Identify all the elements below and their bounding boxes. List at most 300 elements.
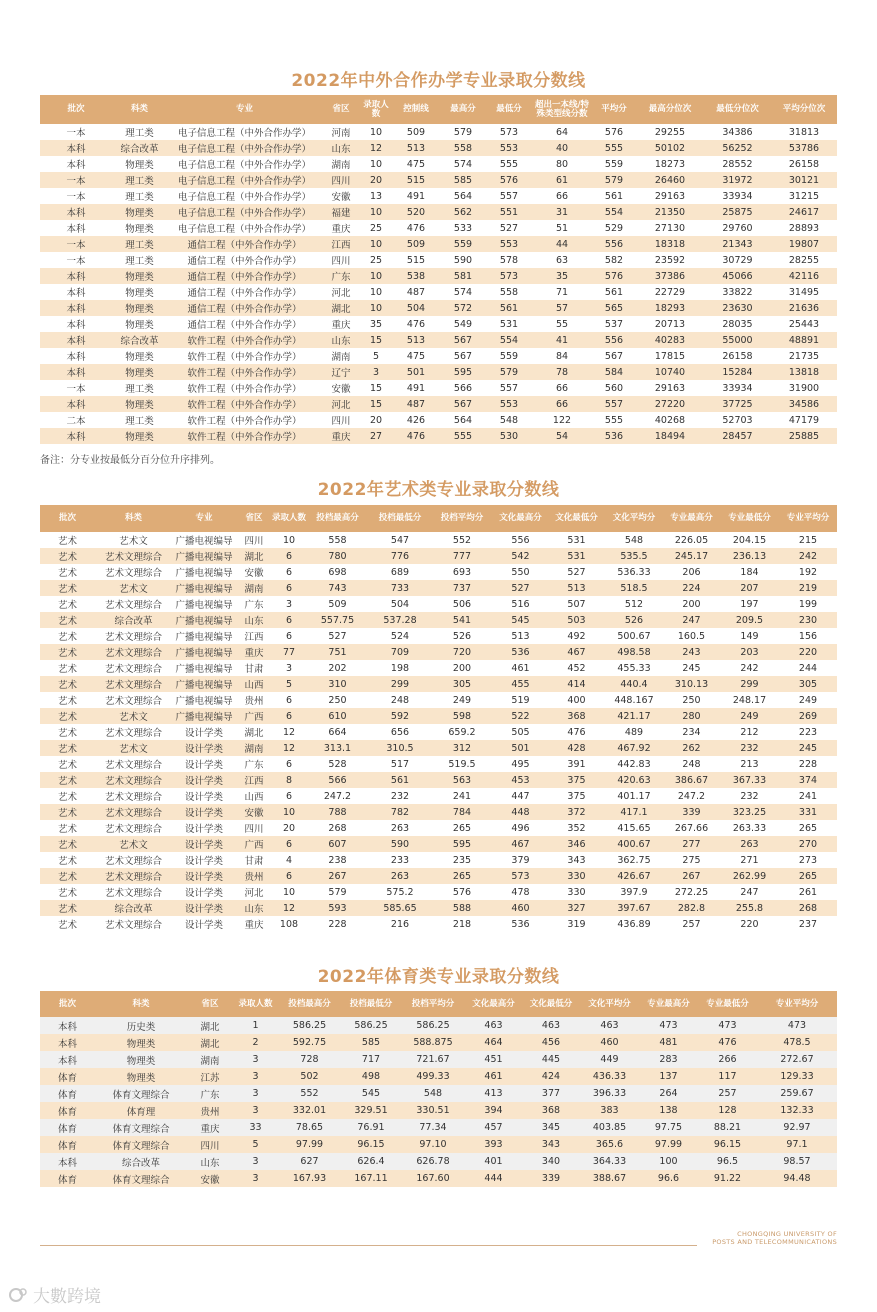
- table-cell: 广东: [236, 756, 272, 772]
- table-cell: 720: [431, 644, 493, 660]
- table-cell: 448.167: [605, 692, 663, 708]
- table-cell: 一本: [40, 380, 112, 396]
- table-cell: 物理类: [112, 316, 167, 332]
- table-cell: 664: [306, 724, 369, 740]
- table-cell: 江西: [236, 772, 272, 788]
- table-row: [40, 900, 837, 916]
- table-cell: 268: [779, 900, 837, 916]
- table-cell: 330: [548, 884, 605, 900]
- table-cell: 242: [720, 660, 779, 676]
- table-cell: 167.60: [401, 1170, 465, 1187]
- table-cell: 248: [663, 756, 720, 772]
- table-cell: 563: [431, 772, 493, 788]
- table-cell: 368: [548, 708, 605, 724]
- table-cell: 275: [663, 852, 720, 868]
- table-cell: 33934: [704, 188, 771, 204]
- table-row: [40, 868, 837, 884]
- table-row: [40, 428, 837, 444]
- table-cell: 579: [486, 364, 532, 380]
- table-cell: 247: [720, 884, 779, 900]
- table-cell: 54: [532, 428, 592, 444]
- table-cell: 5: [360, 348, 392, 364]
- column-header: 投档平均分: [401, 991, 465, 1017]
- table-cell: 物理类: [112, 268, 167, 284]
- table-cell: 10: [360, 268, 392, 284]
- table-cell: 广东: [236, 596, 272, 612]
- table-cell: 艺术: [40, 564, 95, 580]
- table-cell: 22729: [636, 284, 704, 300]
- table-cell: 10: [360, 284, 392, 300]
- table-cell: 63: [532, 252, 592, 268]
- table-cell: 567: [440, 396, 486, 412]
- table-cell: 476: [698, 1034, 757, 1051]
- table-cell: 436.89: [605, 916, 663, 932]
- table-cell: 346: [548, 836, 605, 852]
- table-cell: 3: [233, 1051, 278, 1068]
- table-cell: 567: [440, 332, 486, 348]
- table-cell: 物理类: [112, 220, 167, 236]
- table-row: [40, 1068, 837, 1085]
- table-cell: 428: [548, 740, 605, 756]
- table-cell: 592: [369, 708, 431, 724]
- table-cell: 241: [431, 788, 493, 804]
- table-cell: 374: [779, 772, 837, 788]
- table-cell: 272.25: [663, 884, 720, 900]
- table-cell: 202: [306, 660, 369, 676]
- table-cell: 12: [360, 140, 392, 156]
- table-cell: 97.99: [639, 1136, 698, 1153]
- column-header: 投档平均分: [431, 505, 493, 532]
- table-cell: 广播电视编导: [172, 532, 236, 548]
- section1-title: 2022年中外合作办学专业录取分数线: [291, 71, 586, 91]
- table-cell: 25875: [704, 204, 771, 220]
- column-header: 投档最低分: [369, 505, 431, 532]
- table-cell: 585.65: [369, 900, 431, 916]
- column-header: 文化最低分: [548, 505, 605, 532]
- table-cell: 40: [532, 140, 592, 156]
- table-cell: 586.25: [278, 1017, 341, 1034]
- table-cell: 河北: [322, 284, 360, 300]
- table-cell: 贵州: [236, 692, 272, 708]
- table-cell: 艺术文理综合: [95, 644, 172, 660]
- table-cell: 527: [486, 220, 532, 236]
- table-cell: 579: [306, 884, 369, 900]
- table-cell: 3: [233, 1153, 278, 1170]
- table-cell: 457: [465, 1119, 522, 1136]
- table-cell: 241: [779, 788, 837, 804]
- table-cell: 艺术文理综合: [95, 564, 172, 580]
- table-cell: 717: [341, 1051, 401, 1068]
- table-cell: 一本: [40, 124, 112, 140]
- table-cell: 129.33: [757, 1068, 837, 1085]
- table-cell: 15: [360, 380, 392, 396]
- table-cell: 393: [465, 1136, 522, 1153]
- table-cell: 224: [663, 580, 720, 596]
- table-cell: 509: [392, 124, 440, 140]
- table-cell: 263.33: [720, 820, 779, 836]
- table-row: [40, 188, 837, 204]
- table-cell: 4: [272, 852, 306, 868]
- table-cell: 138: [639, 1102, 698, 1119]
- table-cell: 516: [493, 596, 548, 612]
- table-cell: 艺术: [40, 852, 95, 868]
- table-cell: 设计学类: [172, 820, 236, 836]
- table-cell: 524: [369, 628, 431, 644]
- table-cell: 776: [369, 548, 431, 564]
- table-cell: 25: [360, 252, 392, 268]
- table-cell: 艺术: [40, 804, 95, 820]
- table-cell: 28255: [771, 252, 837, 268]
- table-cell: 甘肃: [236, 660, 272, 676]
- table-cell: 艺术: [40, 884, 95, 900]
- table-cell: 184: [720, 564, 779, 580]
- table-cell: 455.33: [605, 660, 663, 676]
- table-cell: 132.33: [757, 1102, 837, 1119]
- table-art: [40, 505, 837, 932]
- table-cell: 物理类: [95, 1034, 187, 1051]
- table-cell: 559: [440, 236, 486, 252]
- table-cell: 艺术: [40, 916, 95, 932]
- table-cell: 理工类: [112, 188, 167, 204]
- table-row: [40, 820, 837, 836]
- table-cell: 四川: [187, 1136, 233, 1153]
- table-cell: 478: [493, 884, 548, 900]
- table-cell: 44: [532, 236, 592, 252]
- table-cell: 本科: [40, 332, 112, 348]
- table-cell: 广播电视编导: [172, 548, 236, 564]
- table-cell: 53786: [771, 140, 837, 156]
- table-cell: 10: [360, 124, 392, 140]
- table-cell: 物理类: [112, 396, 167, 412]
- table-cell: 23592: [636, 252, 704, 268]
- table-cell: 艺术: [40, 532, 95, 548]
- table-cell: 6: [272, 868, 306, 884]
- table-cell: 78: [532, 364, 592, 380]
- table-cell: 463: [580, 1017, 639, 1034]
- table-cell: 物理类: [112, 348, 167, 364]
- table-cell: 574: [440, 156, 486, 172]
- table-cell: 626.4: [341, 1153, 401, 1170]
- table-cell: 541: [431, 612, 493, 628]
- table-cell: 557: [486, 380, 532, 396]
- table-row: [40, 1170, 837, 1187]
- column-header: 平均分位次: [771, 95, 837, 124]
- table-cell: 593: [306, 900, 369, 916]
- table-cell: 149: [720, 628, 779, 644]
- table-cell: 536: [592, 428, 636, 444]
- table-cell: 21343: [704, 236, 771, 252]
- table-cell: 35: [360, 316, 392, 332]
- table-cell: 10: [360, 236, 392, 252]
- table-cell: 244: [779, 660, 837, 676]
- table-cell: 31: [532, 204, 592, 220]
- table-cell: 572: [440, 300, 486, 316]
- table-cell: 565: [592, 300, 636, 316]
- table-cell: 283: [639, 1051, 698, 1068]
- table-cell: 216: [369, 916, 431, 932]
- table-cell: 567: [440, 348, 486, 364]
- column-header: 专业: [167, 95, 322, 124]
- table-cell: 18273: [636, 156, 704, 172]
- table-cell: 268: [306, 820, 369, 836]
- column-header: 投档最高分: [306, 505, 369, 532]
- table-cell: 445: [522, 1051, 580, 1068]
- watermark-text: 大數跨境: [33, 1287, 101, 1307]
- column-header: 批次: [40, 991, 95, 1017]
- table-cell: 26158: [771, 156, 837, 172]
- table-cell: 一本: [40, 236, 112, 252]
- table-row: [40, 660, 837, 676]
- table-cell: 3: [272, 660, 306, 676]
- table-cell: 设计学类: [172, 900, 236, 916]
- footer-university: [712, 1230, 837, 1246]
- table-cell: 453: [493, 772, 548, 788]
- table-cell: 556: [493, 532, 548, 548]
- table-cell: 91.22: [698, 1170, 757, 1187]
- table-cell: 586.25: [401, 1017, 465, 1034]
- table-cell: 504: [392, 300, 440, 316]
- table-cell: 本科: [40, 364, 112, 380]
- table-cell: 415.65: [605, 820, 663, 836]
- table-cell: 237: [779, 916, 837, 932]
- table-cell: 31495: [771, 284, 837, 300]
- table-row: [40, 612, 837, 628]
- table-cell: 388.67: [580, 1170, 639, 1187]
- column-header: 专业最低分: [720, 505, 779, 532]
- table-cell: 64: [532, 124, 592, 140]
- table-cell: 556: [592, 332, 636, 348]
- table-cell: 贵州: [187, 1102, 233, 1119]
- table-cell: 272.67: [757, 1051, 837, 1068]
- table-cell: 413: [465, 1085, 522, 1102]
- table-row: [40, 124, 837, 140]
- table-cell: 519.5: [431, 756, 493, 772]
- table-row: [40, 364, 837, 380]
- column-header: 录取人数: [272, 505, 306, 532]
- table-cell: 92.97: [757, 1119, 837, 1136]
- column-header: 专业平均分: [757, 991, 837, 1017]
- table-cell: 236.13: [720, 548, 779, 564]
- table-cell: 248.17: [720, 692, 779, 708]
- table-cell: 401.17: [605, 788, 663, 804]
- table-cell: 48891: [771, 332, 837, 348]
- table-cell: 230: [779, 612, 837, 628]
- table-cell: 96.5: [698, 1153, 757, 1170]
- table-cell: 528: [306, 756, 369, 772]
- table-cell: 软件工程（中外合作办学）: [167, 412, 322, 428]
- table-cell: 448: [493, 804, 548, 820]
- table-cell: 6: [272, 692, 306, 708]
- table-cell: 通信工程（中外合作办学）: [167, 236, 322, 252]
- table-cell: 综合改革: [95, 1153, 187, 1170]
- table-cell: 78.65: [278, 1119, 341, 1136]
- table-cell: 219: [779, 580, 837, 596]
- table-cell: 515: [392, 172, 440, 188]
- table-cell: 理工类: [112, 172, 167, 188]
- table-cell: 557: [592, 396, 636, 412]
- table-cell: 561: [486, 300, 532, 316]
- table-cell: 751: [306, 644, 369, 660]
- table-cell: 512: [605, 596, 663, 612]
- table-cell: 一本: [40, 188, 112, 204]
- table-cell: 442.83: [605, 756, 663, 772]
- table-cell: 573: [493, 868, 548, 884]
- table-cell: 505: [493, 724, 548, 740]
- table-cell: 513: [493, 628, 548, 644]
- table-cell: 529: [592, 220, 636, 236]
- table-cell: 255.8: [720, 900, 779, 916]
- table-cell: 553: [486, 236, 532, 252]
- table-cell: 山东: [236, 612, 272, 628]
- table-cell: 31972: [704, 172, 771, 188]
- table-row: [40, 380, 837, 396]
- column-header: 专业最高分: [639, 991, 698, 1017]
- table-cell: 17815: [636, 348, 704, 364]
- footer-divider: [40, 1245, 697, 1246]
- table-cell: 软件工程（中外合作办学）: [167, 380, 322, 396]
- table-cell: 156: [779, 628, 837, 644]
- table-cell: 6: [272, 628, 306, 644]
- table-cell: 481: [639, 1034, 698, 1051]
- table-cell: 555: [592, 412, 636, 428]
- table-cell: 29163: [636, 380, 704, 396]
- table-cell: 江苏: [187, 1068, 233, 1085]
- table-cell: 536: [493, 644, 548, 660]
- table-cell: 576: [592, 124, 636, 140]
- table-cell: 590: [440, 252, 486, 268]
- table-cell: 340: [522, 1153, 580, 1170]
- table-cell: 313.1: [306, 740, 369, 756]
- table-cell: 167.11: [341, 1170, 401, 1187]
- table-cell: 20: [272, 820, 306, 836]
- table-cell: 2: [233, 1034, 278, 1051]
- table-cell: 电子信息工程（中外合作办学）: [167, 188, 322, 204]
- table-cell: 本科: [40, 204, 112, 220]
- table-cell: 96.15: [698, 1136, 757, 1153]
- table-cell: 21636: [771, 300, 837, 316]
- table-cell: 广播电视编导: [172, 612, 236, 628]
- table-cell: 780: [306, 548, 369, 564]
- table-cell: 689: [369, 564, 431, 580]
- table-cell: 592.75: [278, 1034, 341, 1051]
- table-cell: 576: [486, 172, 532, 188]
- table-cell: 698: [306, 564, 369, 580]
- table-row: [40, 220, 837, 236]
- table-row: [40, 412, 837, 428]
- table-cell: 电子信息工程（中外合作办学）: [167, 140, 322, 156]
- table-cell: 艺术文理综合: [95, 628, 172, 644]
- table-row: [40, 564, 837, 580]
- table-cell: 艺术: [40, 708, 95, 724]
- table-cell: 湖北: [236, 548, 272, 564]
- table-cell: 10: [360, 156, 392, 172]
- table-cell: 体育文理综合: [95, 1136, 187, 1153]
- table-cell: 28893: [771, 220, 837, 236]
- table-cell: 理工类: [112, 236, 167, 252]
- table-cell: 6: [272, 612, 306, 628]
- table-row: [40, 236, 837, 252]
- table-cell: 235: [431, 852, 493, 868]
- table-cell: 460: [493, 900, 548, 916]
- table-cell: 体育: [40, 1170, 95, 1187]
- table-cell: 499.33: [401, 1068, 465, 1085]
- table-cell: 27: [360, 428, 392, 444]
- table-cell: 476: [548, 724, 605, 740]
- footer-line-1: CHONGQING UNIVERSITY OF: [737, 1230, 837, 1238]
- table-cell: 安徽: [322, 188, 360, 204]
- table-cell: 31900: [771, 380, 837, 396]
- table-cell: 595: [431, 836, 493, 852]
- table-row: [40, 316, 837, 332]
- table-cell: 473: [639, 1017, 698, 1034]
- table-cell: 艺术文: [95, 740, 172, 756]
- table-cell: 综合改革: [112, 332, 167, 348]
- table-cell: 397.67: [605, 900, 663, 916]
- table-cell: 449: [580, 1051, 639, 1068]
- table-cell: 物理类: [112, 204, 167, 220]
- table-cell: 28035: [704, 316, 771, 332]
- table-cell: 软件工程（中外合作办学）: [167, 428, 322, 444]
- table-cell: 352: [548, 820, 605, 836]
- column-header: 科类: [112, 95, 167, 124]
- table-cell: 204.15: [720, 532, 779, 548]
- table-cell: 物理类: [112, 364, 167, 380]
- table-cell: 艺术: [40, 676, 95, 692]
- table-cell: 375: [548, 772, 605, 788]
- table-cell: 310.13: [663, 676, 720, 692]
- table-cell: 3: [233, 1102, 278, 1119]
- table-cell: 体育: [40, 1119, 95, 1136]
- table-cell: 386.67: [663, 772, 720, 788]
- table-cell: 574: [440, 284, 486, 300]
- table-cell: 551: [486, 204, 532, 220]
- table-row: [40, 172, 837, 188]
- table-cell: 27220: [636, 396, 704, 412]
- table-cell: 197: [720, 596, 779, 612]
- table-cell: 设计学类: [172, 916, 236, 932]
- table-cell: 66: [532, 188, 592, 204]
- table-cell: 艺术: [40, 868, 95, 884]
- table-cell: 383: [580, 1102, 639, 1119]
- table-cell: 595: [440, 364, 486, 380]
- table-cell: 265: [779, 820, 837, 836]
- table-cell: 626.78: [401, 1153, 465, 1170]
- table-cell: 501: [392, 364, 440, 380]
- table-cell: 610: [306, 708, 369, 724]
- table-cell: 282.8: [663, 900, 720, 916]
- table-cell: 463: [465, 1017, 522, 1034]
- table-row: [40, 1153, 837, 1170]
- table-row: [40, 852, 837, 868]
- table-cell: 艺术: [40, 692, 95, 708]
- table-cell: 218: [431, 916, 493, 932]
- table-cell: 电子信息工程（中外合作办学）: [167, 156, 322, 172]
- table-cell: 513: [392, 140, 440, 156]
- table-cell: 重庆: [322, 220, 360, 236]
- table-cell: 495: [493, 756, 548, 772]
- table-cell: 艺术: [40, 900, 95, 916]
- table-cell: 艺术: [40, 836, 95, 852]
- column-header: 批次: [40, 95, 112, 124]
- table-cell: 10: [360, 204, 392, 220]
- table-cell: 94.48: [757, 1170, 837, 1187]
- table-cell: 江西: [236, 628, 272, 644]
- table-cell: 257: [663, 916, 720, 932]
- table-cell: 733: [369, 580, 431, 596]
- table-cell: 体育: [40, 1068, 95, 1085]
- column-header: 投档最低分: [341, 991, 401, 1017]
- table-cell: 四川: [322, 412, 360, 428]
